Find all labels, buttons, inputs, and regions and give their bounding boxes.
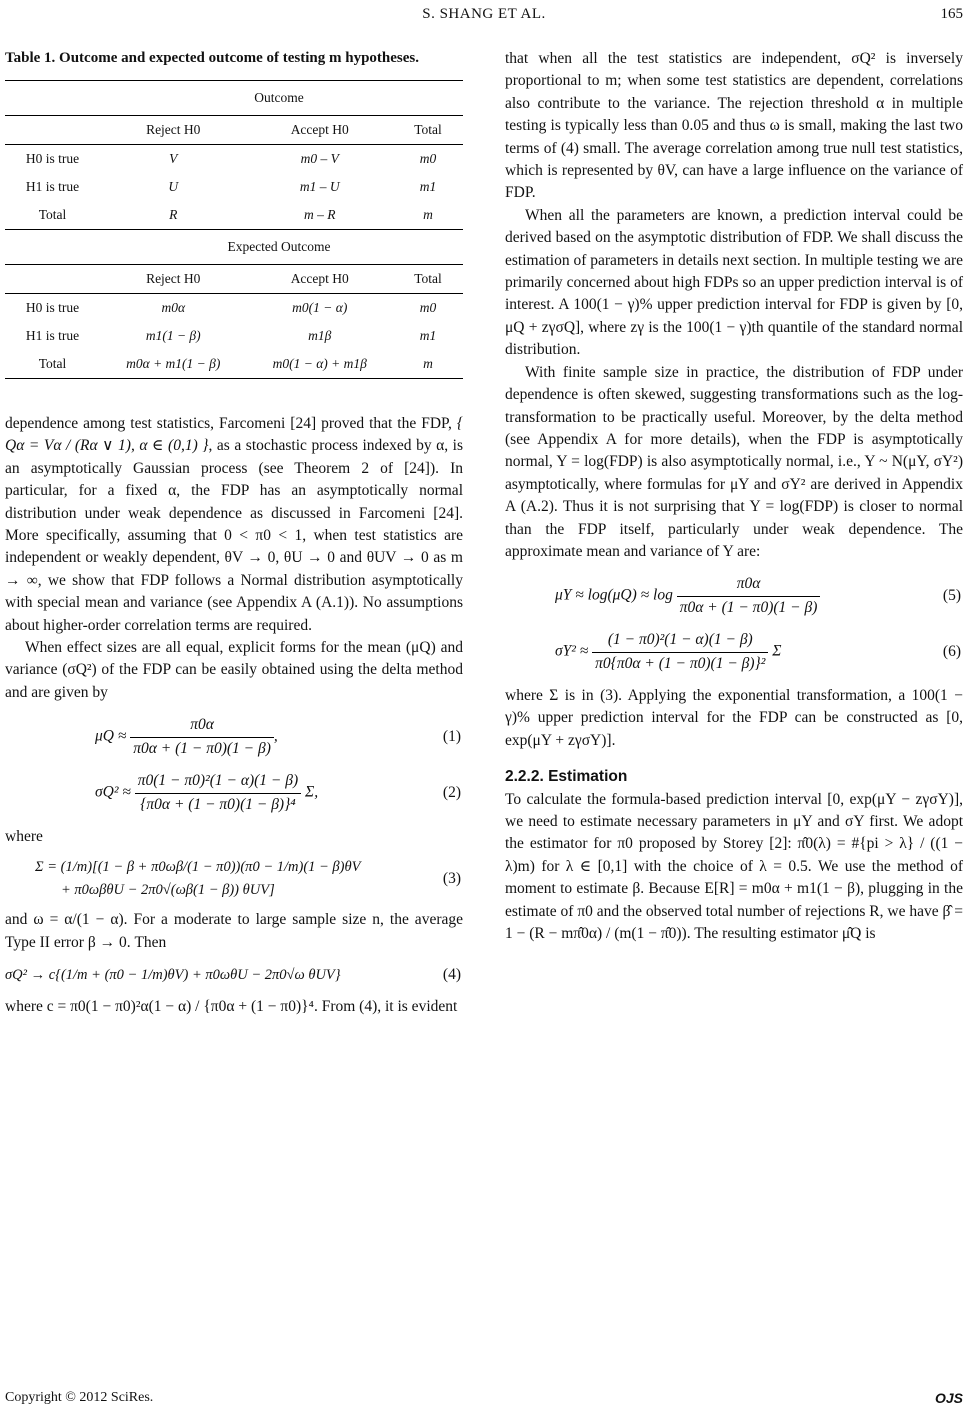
equation-5: μY ≈ log(μQ) ≈ log $\frac{\pi 0\alpha}{\pi 0\alpha + (1 - \pi 0)(1 - \beta)}$ (5) [555, 575, 961, 616]
equation-1: μQ ≈ $\frac{\pi 0\alpha}{\pi 0\alpha + (1 - \pi 0)(1 - \beta)}$ , (1) [95, 716, 461, 757]
col-accept: Accept H0 [247, 116, 394, 145]
cell: m [423, 355, 433, 371]
row-label: H0 is true [5, 145, 100, 174]
row-label: H0 is true [5, 294, 100, 323]
running-title: S. SHANG ET AL. [422, 6, 546, 22]
cell: m0(1 − α) [247, 294, 394, 323]
journal-abbrev: OJS [934, 1390, 963, 1406]
running-header [0, 6, 968, 30]
paragraph: When all the parameters are known, a prediction interval could be derived based on the asymptotic distribution of FDP. We shall discuss the estimation of parameters in details next section. In multiple testing we are primarily concerned about high FDPs so an upper prediction interval is of interest. A 100(1 − γ)% upper prediction interval for FDP is given by [0, μQ + zγσQ], where zγ is the 100(1 − γ)th quantile of the standard normal distribution. [505, 206, 963, 359]
equation-number: (6) [942, 642, 961, 660]
row-label: Total [38, 206, 67, 222]
outcome-table [5, 80, 463, 379]
cell: m1(1 − β) [145, 327, 201, 343]
paragraph: where [5, 827, 43, 845]
paragraph: where Σ is in (3). Applying the exponential transformation, a 100(1 − γ)% upper prediction interval for the FDP can be constructed as [0, exp(μY + zγσY)]. [505, 686, 963, 749]
right-column [505, 48, 963, 945]
equation-number: (1) [442, 727, 461, 745]
cell: m0α + m1(1 − β) [126, 355, 221, 371]
paragraph: that when all the test statistics are independent, σQ² is inversely proportional to m; when some test statistics are dependent, correlations also contribute to the variance. The rejection threshold α in multiple testing is typically less than 0.05 and thus ω is small, making the last two terms of (4) small. The average correlation among true null test statistics, which is represented by θV, can have a large influence on the variance of FDP. [505, 50, 963, 202]
col-reject: Reject H0 [100, 116, 247, 145]
col-accept: Accept H0 [247, 265, 394, 294]
cell: m0 – V [247, 145, 394, 174]
copyright-text: Copyright © 2012 SciRes. [5, 1390, 154, 1405]
expected-section-title: Expected Outcome [5, 230, 463, 265]
col-total: Total [393, 116, 463, 145]
cell: m0α [100, 294, 247, 323]
equation-4: σQ² → c{(1/m + (π0 − 1/m)θV) + π0ωθU − 2π0√ω θUV} (4) [5, 964, 463, 986]
cell: m0 [393, 145, 463, 174]
equation-6: σY² ≈ $\frac{\text{(1 − π0)²(1 − α)(1 − β)}}{\text{π0\{π0α + (1 − π0)(1 − β)\}²}}$ Σ (6) [555, 631, 961, 672]
outcome-section-title: Outcome [5, 81, 463, 116]
page-number: 165 [940, 6, 963, 22]
col-total: Total [393, 265, 463, 294]
equation-3: Σ = (1/m)[(1 − β + π0ωβ/(1 − π0))(π0 − 1/m)(1 − β)θV + π0ωβθU − 2π0√(ωβ(1 − β)) θUV] (3) [35, 859, 461, 898]
cell: m – R [304, 206, 336, 222]
cell: m0 [393, 294, 463, 323]
cell: m [423, 206, 433, 222]
col-reject: Reject H0 [100, 265, 247, 294]
row-label: H1 is true [25, 327, 80, 343]
equation-number: (2) [442, 783, 461, 801]
cell: V [100, 145, 247, 174]
table-caption: Table 1. Outcome and expected outcome of testing m hypotheses. [5, 50, 420, 66]
equation-number: (3) [442, 869, 461, 887]
paragraph: To calculate the formula-based prediction interval [0, exp(μY − zγσY)], we need to estimate necessary parameters in μY and σY first. We adopt the estimator for π0 proposed by Storey [2]: π̂0(λ) = #{pi > λ} / ((1 − λ)m) for λ ∈ [0,1] with the choice of λ = 0.5. We use the method of moment to estimate β. Because E[R] = m0α + m1(1 − β), plugging in the estimate of π0 and the observed total number of rejections R, we have β̂ = 1 − (R − mπ̂0α) / (m(1 − π̂0)). The resulting estimator μ̂Q is [505, 790, 963, 943]
cell: m1β [308, 327, 332, 343]
section-heading: 2.2.2. Estimation [505, 768, 628, 786]
cell: m1 [419, 327, 437, 343]
equation-number: (4) [442, 965, 461, 983]
cell: U [168, 178, 179, 194]
row-label: H1 is true [25, 178, 80, 194]
left-column [5, 48, 463, 1019]
row-label: Total [38, 355, 67, 371]
cell: m0(1 − α) + m1β [272, 355, 367, 371]
paragraph: When effect sizes are all equal, explicit forms for the mean (μQ) and variance (σQ²) of the FDP can be easily obtained using the delta method and are given by [5, 639, 463, 701]
paragraph: With finite sample size in practice, the distribution of FDP under dependence is often skewed, suggesting transformations such as the log-transformation to be practically useful. Moreover, by the delta method (see Appendix A for more details), when the FDP is asymptotically normal, Y = log(FDP) is also asymptotically normal, i.e., Y ~ N(μY, σY²) asymptotically, where formulas for μY and σY² are derived in Appendix A (A.2). Thus it is not surprising that Y = log(FDP) is closer to normal than the FDP itself, particularly under weak dependence. The approximate mean and variance of Y are: [505, 363, 963, 560]
equation-2: σQ² ≈ $\frac{\text{π0(1 − π0)²(1 − α)(1 − β)}}{\text{\{π0α + (1 − π0)(1 − β)\}⁴}}$ Σ, (2) [95, 772, 461, 813]
fdp-process-set: { Qα = Vα / (Rα ∨ 1), α ∈ (0,1) } [5, 415, 464, 455]
equation-number: (5) [942, 587, 961, 605]
paragraph: and ω = α/(1 − α). For a moderate to large sample size n, the average Type II error β → 0. Then [5, 911, 463, 951]
paragraph: dependence among test statistics, Farcomeni [24] proved that the FDP, { Qα = Vα / (Rα ∨ 1), α ∈ (0,1) }, as a stochastic process indexed by α, is an asymptotically Gaussian process (see Theorem 2 of [24]). In particular, for a fixed α, the FDP has an asymptotically normal distribution under weak dependence as discussed in Farcomeni [24]. More specifically, assuming that 0 < π0 < 1, when test statistics are independent or weakly dependent, θV → 0, θU → 0 and θUV → 0 as m → ∞, we show that FDP follows a Normal distribution asymptotically with special mean and variance (see Appendix A (A.1)). No assumptions about higher-order correlation terms are required. [5, 415, 464, 634]
cell: m1 [419, 178, 437, 194]
cell: R [169, 206, 178, 222]
paragraph: where c = π0(1 − π0)²α(1 − α) / {π0α + (1 − π0)}⁴. From (4), it is evident [5, 998, 458, 1016]
cell: m1 – U [299, 178, 340, 194]
